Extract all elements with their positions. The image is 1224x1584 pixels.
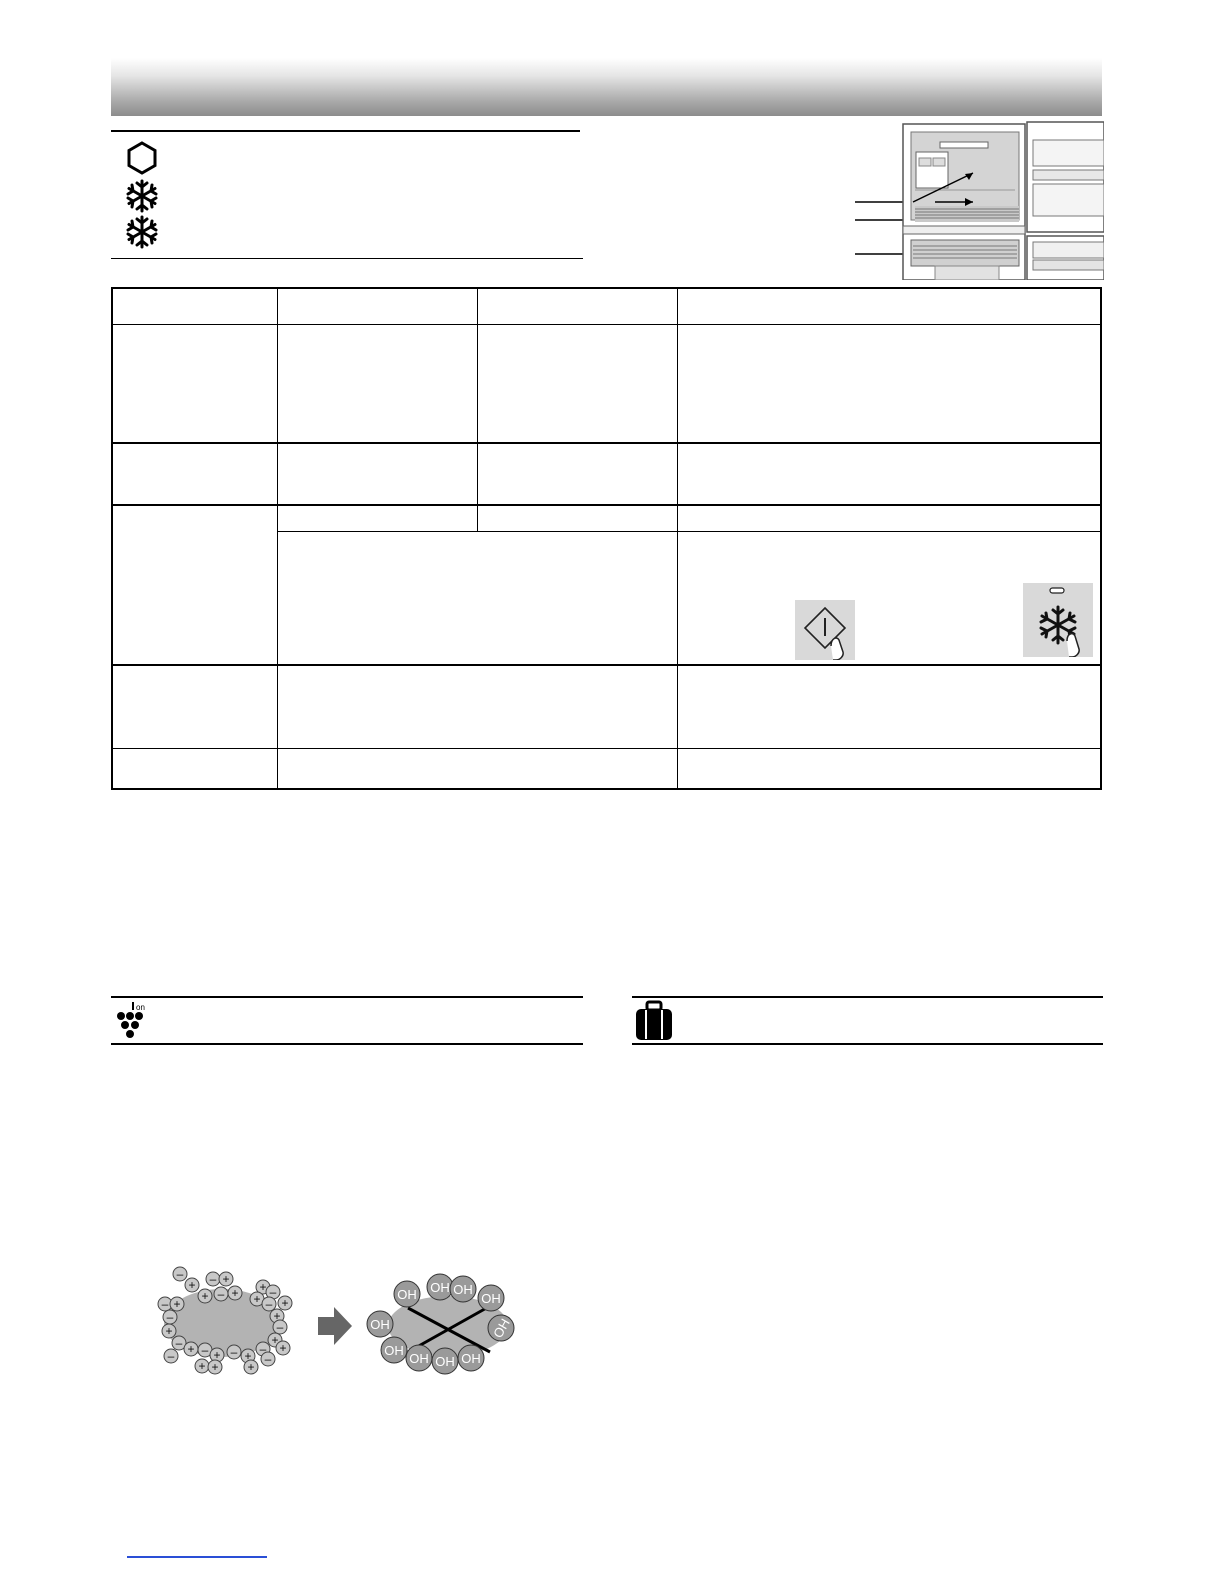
svg-text:+: + — [271, 1333, 279, 1347]
svg-text:+: + — [222, 1272, 230, 1286]
svg-text:+: + — [231, 1286, 239, 1300]
svg-text:–: – — [167, 1349, 175, 1363]
svg-text:OH: OH — [397, 1287, 417, 1302]
svg-text:+: + — [253, 1292, 261, 1306]
table-row-divider — [112, 664, 1101, 666]
modes-table — [111, 287, 1102, 790]
svg-text:–: – — [161, 1297, 169, 1311]
table-row-divider — [112, 748, 1101, 749]
table-row-divider — [112, 324, 1101, 325]
hexagon-icon — [124, 140, 160, 176]
section-rule-top — [632, 996, 1103, 998]
header-band — [111, 58, 1102, 116]
table-col-divider — [677, 288, 678, 789]
table-row-divider — [277, 531, 1101, 532]
svg-text:OH: OH — [453, 1282, 473, 1297]
section-rule-bottom — [111, 1043, 583, 1045]
svg-text:+: + — [259, 1280, 267, 1294]
snowflake-icon — [1023, 583, 1093, 657]
svg-text:+: + — [165, 1324, 173, 1338]
power-button-icon — [795, 600, 855, 660]
svg-text:+: + — [198, 1359, 206, 1373]
svg-text:+: + — [213, 1348, 221, 1362]
svg-text:+: + — [173, 1297, 181, 1311]
svg-text:+: + — [244, 1349, 252, 1363]
svg-text:+: + — [279, 1341, 287, 1355]
svg-text:–: – — [276, 1320, 284, 1334]
power-button-illustration — [795, 600, 855, 660]
snowflake-icon — [124, 178, 160, 214]
svg-text:–: – — [201, 1343, 209, 1357]
table-row-divider — [112, 504, 1101, 506]
section-rule-bottom — [632, 1043, 1103, 1045]
svg-text:–: – — [217, 1287, 225, 1301]
section-rule-top — [111, 996, 583, 998]
svg-text:OH: OH — [461, 1351, 481, 1366]
svg-text:–: – — [265, 1297, 273, 1311]
svg-text:+: + — [281, 1296, 289, 1310]
plasmacluster-ion-icon — [113, 1000, 153, 1040]
svg-text:OH: OH — [490, 1316, 513, 1341]
svg-text:–: – — [269, 1285, 277, 1299]
svg-text:on: on — [136, 1003, 145, 1012]
svg-text:+: + — [247, 1360, 255, 1374]
svg-text:+: + — [211, 1360, 219, 1374]
svg-text:OH: OH — [370, 1317, 390, 1332]
footer-link[interactable] — [127, 1556, 267, 1558]
svg-text:OH: OH — [430, 1280, 450, 1295]
svg-text:OH: OH — [384, 1343, 404, 1358]
svg-text:–: – — [259, 1342, 267, 1356]
svg-text:+: + — [188, 1278, 196, 1292]
svg-text:–: – — [264, 1352, 272, 1366]
svg-text:OH: OH — [409, 1351, 429, 1366]
legend-top-rule — [111, 130, 580, 132]
svg-text:+: + — [201, 1289, 209, 1303]
svg-text:–: – — [166, 1310, 174, 1324]
luggage-icon — [633, 1000, 675, 1042]
svg-text:–: – — [175, 1336, 183, 1350]
oh-radicals-illustration — [367, 1274, 514, 1374]
svg-text:OH: OH — [481, 1291, 501, 1306]
svg-text:–: – — [209, 1272, 217, 1286]
legend-bottom-rule — [111, 258, 583, 259]
plasmacluster-diagram — [150, 1260, 530, 1385]
refrigerator-interior-illustration — [855, 118, 1104, 280]
svg-text:–: – — [230, 1345, 238, 1359]
svg-text:–: – — [176, 1267, 184, 1281]
freeze-button-illustration — [1023, 583, 1093, 657]
charged-particle-illustration — [158, 1267, 292, 1374]
svg-text:OH: OH — [435, 1354, 455, 1369]
snowflake-icon — [124, 214, 160, 250]
table-row-divider — [112, 442, 1101, 444]
svg-text:+: + — [187, 1342, 195, 1356]
svg-text:+: + — [273, 1309, 281, 1323]
table-col-divider — [277, 288, 278, 789]
arrow-right-icon — [318, 1307, 352, 1345]
